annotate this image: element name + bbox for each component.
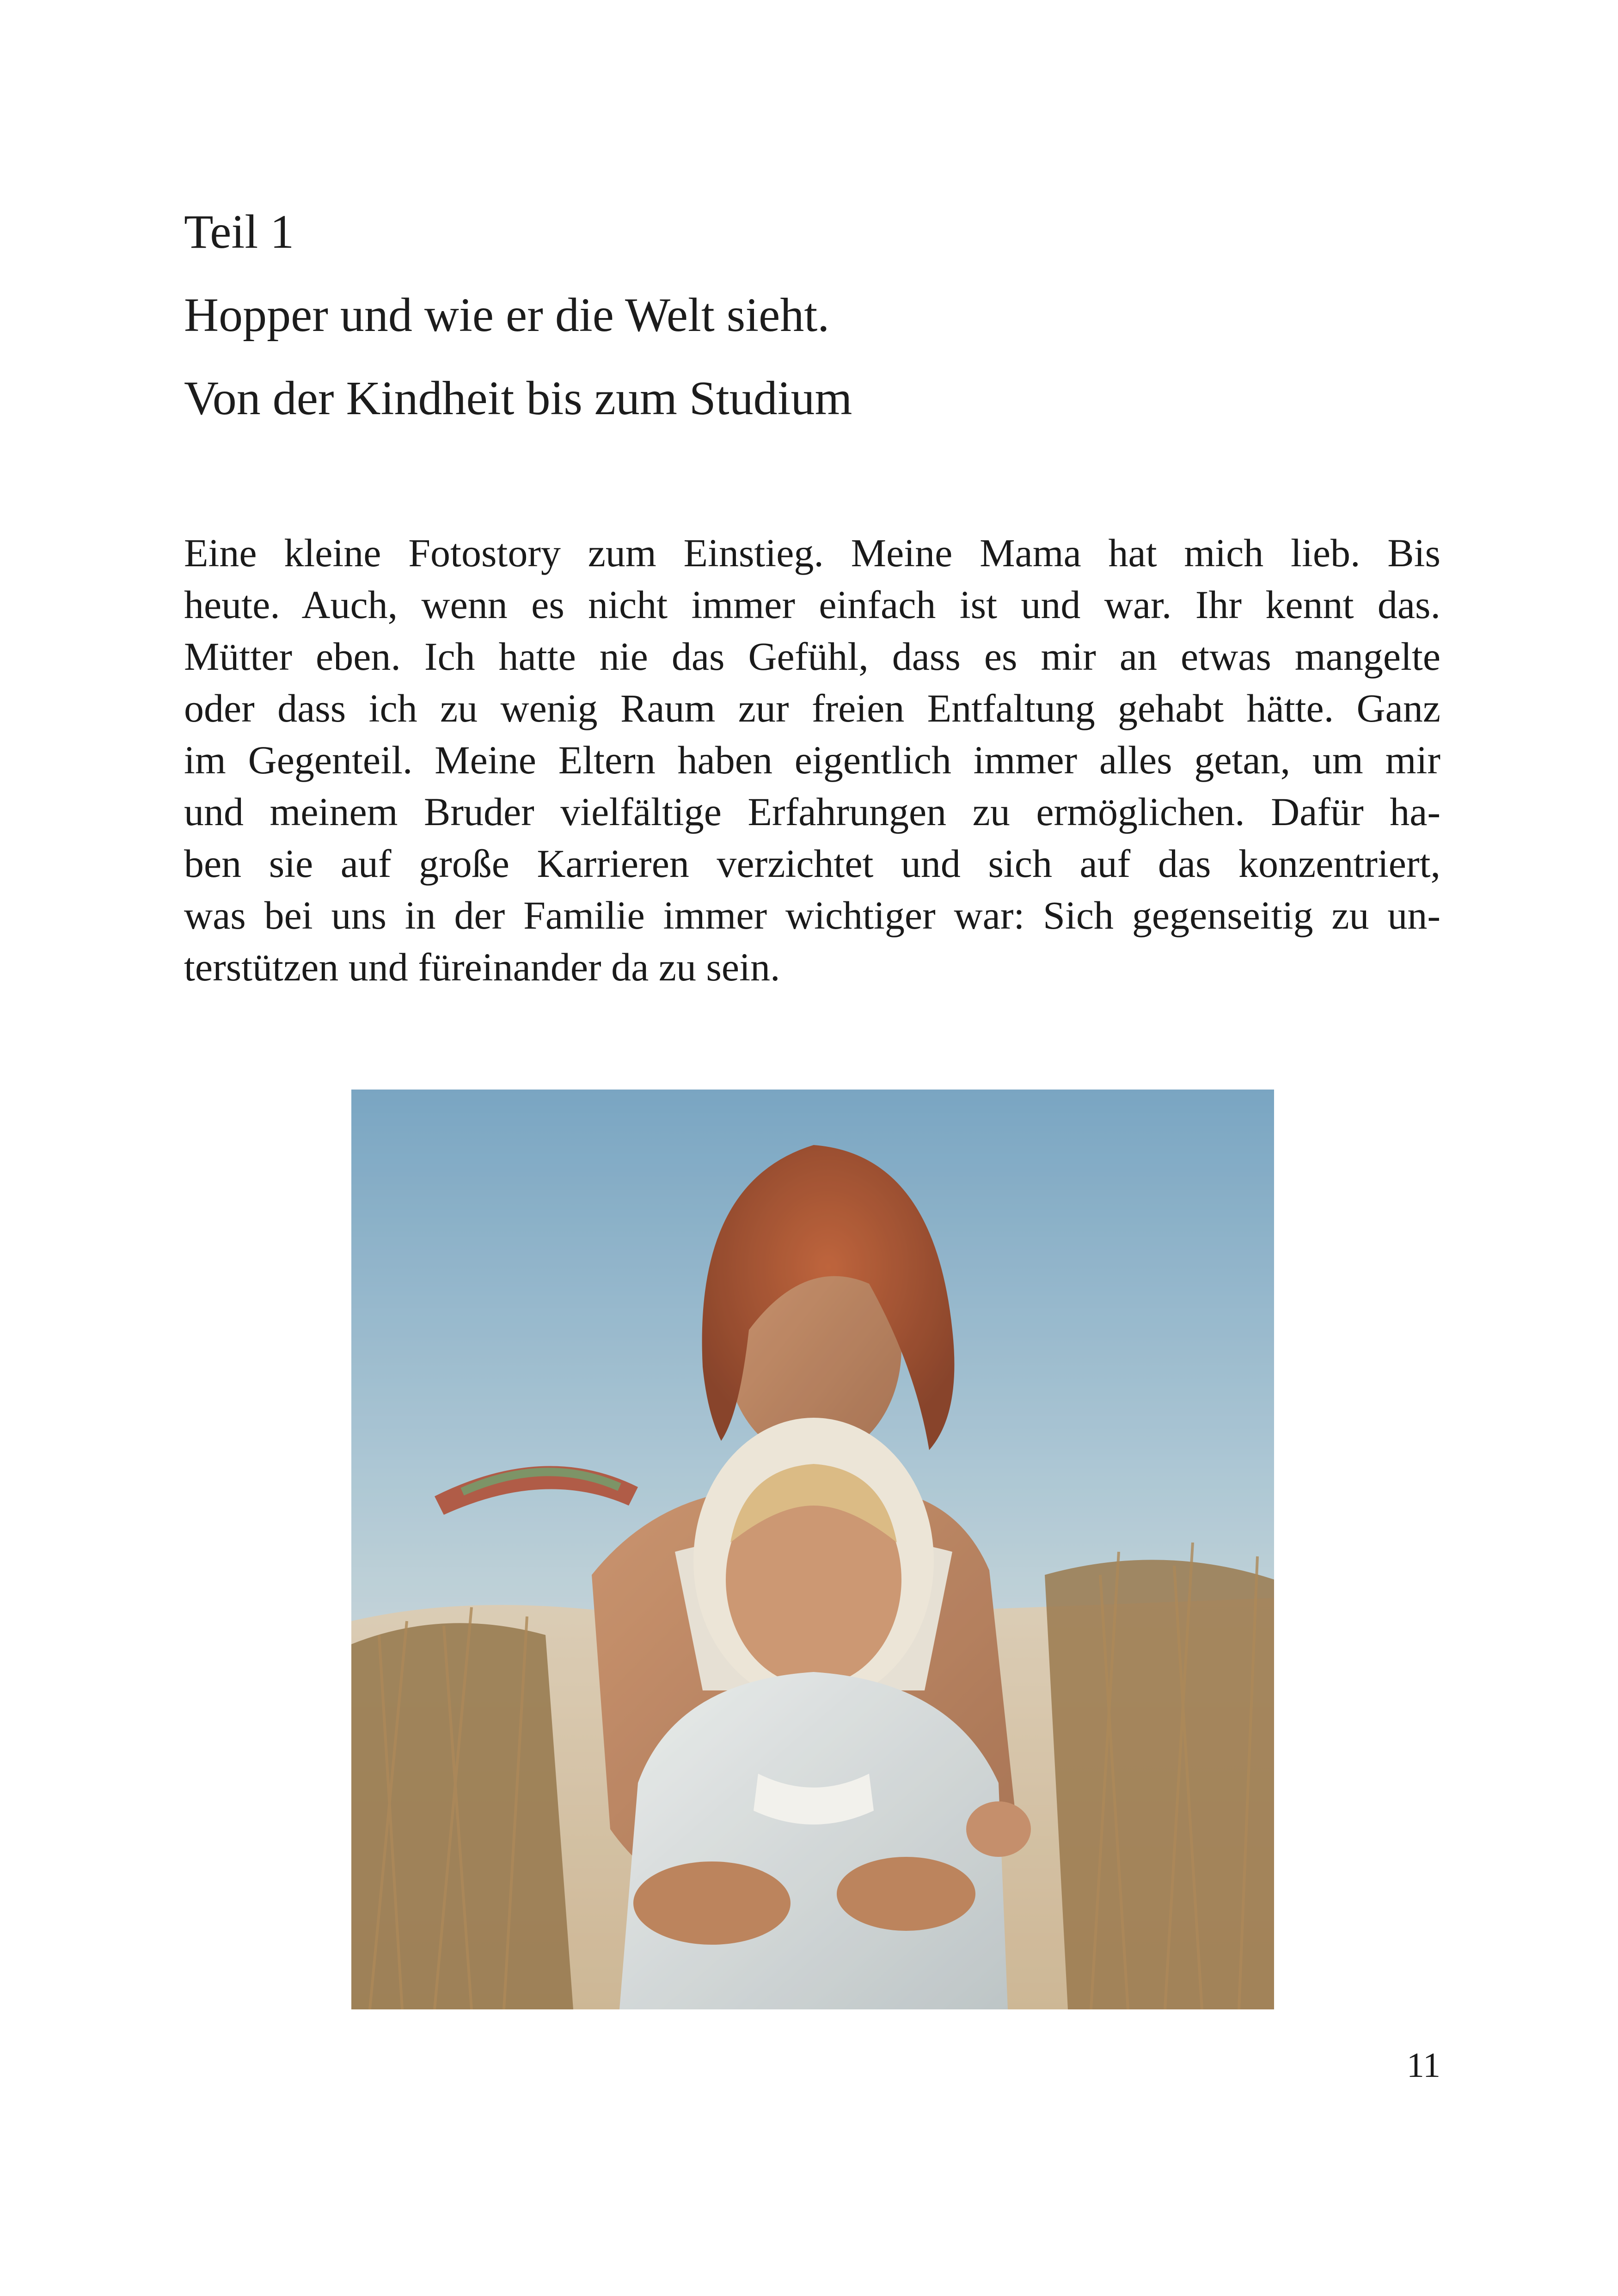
paragraph-line: und meinem Bruder vielfältige Erfahrungen zu ermöglichen. Dafür ha- — [184, 790, 1440, 834]
body-paragraph — [184, 527, 1440, 993]
paragraph-line: terstützen und füreinander da zu sein. — [184, 945, 780, 989]
paragraph-line: heute. Auch, wenn es nicht immer einfach ist und war. Ihr kennt das. — [184, 582, 1440, 627]
chapter-title: Hopper und wie er die Welt sieht. — [184, 288, 830, 342]
paragraph-line: Mütter eben. Ich hatte nie das Gefühl, dass es mir an etwas mangelte — [184, 634, 1440, 679]
paragraph-line: im Gegenteil. Meine Eltern haben eigentlich immer alles getan, um mir — [184, 738, 1440, 782]
family-photo — [351, 1090, 1274, 2009]
paragraph-line: oder dass ich zu wenig Raum zur freien Entfaltung gehabt hätte. Ganz — [184, 686, 1440, 730]
chapter-subtitle: Von der Kindheit bis zum Studium — [184, 372, 852, 425]
part-heading: Teil 1 — [184, 205, 294, 258]
paragraph-line: was bei uns in der Familie immer wichtiger war: Sich gegenseitig zu un- — [184, 893, 1440, 937]
page-number: 11 — [1406, 2046, 1440, 2085]
paragraph-line: ben sie auf große Karrieren verzichtet und sich auf das konzentriert, — [184, 841, 1440, 886]
paragraph-line: Eine kleine Fotostory zum Einstieg. Meine Mama hat mich lieb. Bis — [184, 531, 1440, 575]
